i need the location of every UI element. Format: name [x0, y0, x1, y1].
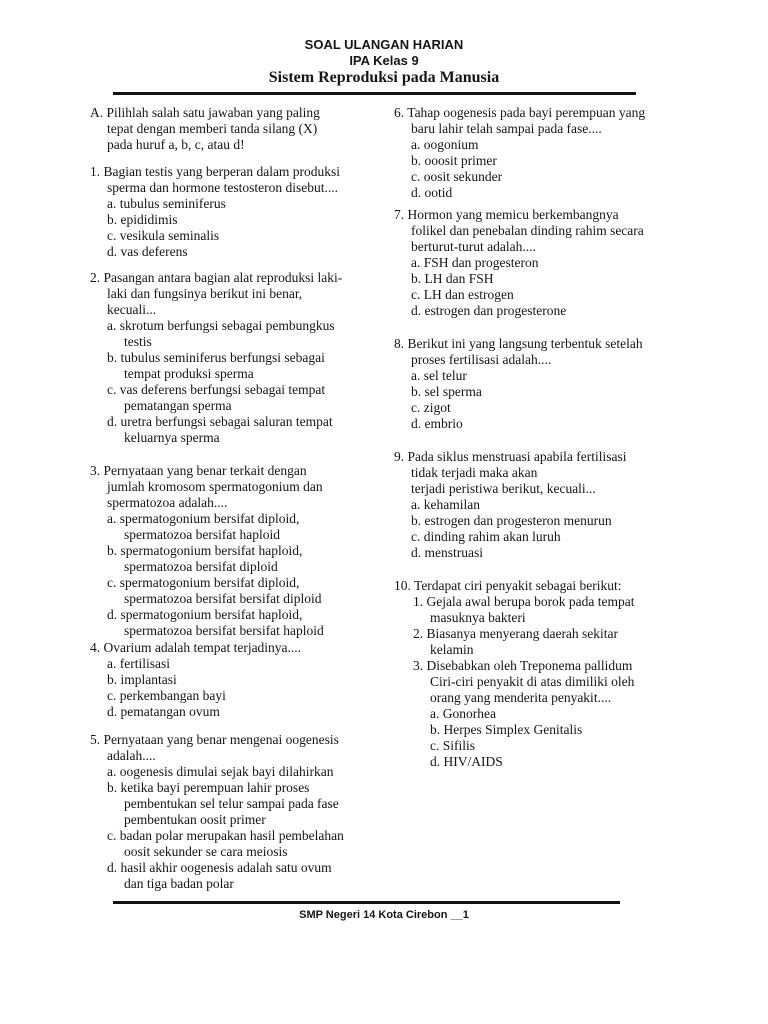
- option-letter: b.: [107, 672, 118, 687]
- question-text: proses fertilisasi adalah....: [411, 352, 552, 367]
- option-letter: b.: [430, 722, 441, 737]
- option-letter: d.: [411, 416, 422, 431]
- option-letter: d.: [107, 607, 118, 622]
- feature-text: Biasanya menyerang daerah sekitar: [426, 626, 619, 641]
- option-letter: c.: [107, 828, 117, 843]
- option-text: estrogen dan progesterone: [424, 303, 567, 318]
- option-text-continued: testis: [124, 334, 152, 349]
- option-text: implantasi: [120, 672, 177, 687]
- option: [394, 754, 635, 770]
- question-6: [394, 105, 645, 201]
- option-letter: d.: [107, 244, 118, 259]
- footer: [0, 908, 768, 922]
- instruction: [90, 105, 320, 153]
- option-letter: a.: [107, 196, 117, 211]
- option-text: Herpes Simplex Genitalis: [443, 722, 583, 737]
- question-number: 8.: [394, 336, 405, 351]
- question-text: sperma dan hormone testosteron disebut....: [107, 180, 338, 195]
- question-text: Hormon yang memicu berkembangnya: [407, 207, 619, 222]
- option-letter: b.: [411, 384, 422, 399]
- question-stem: [90, 463, 324, 479]
- question-stem: [394, 578, 635, 594]
- option-text: menstruasi: [424, 545, 483, 560]
- option: [90, 196, 340, 212]
- question-text: orang yang menderita penyakit....: [430, 690, 612, 705]
- option: [90, 704, 301, 720]
- header-divider: [113, 92, 636, 95]
- question-text: jumlah kromosom spermatogonium dan: [107, 479, 323, 494]
- feature-item: [394, 658, 635, 674]
- option-text: pematangan ovum: [120, 704, 220, 719]
- option: [394, 545, 626, 561]
- option-text-continued: tempat produksi sperma: [124, 366, 254, 381]
- option-text: Sifilis: [442, 738, 476, 753]
- option: [394, 513, 626, 529]
- question-text: adalah....: [107, 748, 156, 763]
- question-text: Ciri-ciri penyakit di atas dimiliki oleh: [430, 674, 635, 689]
- option-letter: d.: [107, 860, 118, 875]
- option-text-continued: pematangan sperma: [124, 398, 232, 413]
- option-text: FSH dan progesteron: [423, 255, 539, 270]
- option-text: skrotum berfungsi sebagai pembungkus: [119, 318, 335, 333]
- question-number: 6.: [394, 105, 405, 120]
- option-text-continued: keluarnya sperma: [124, 430, 220, 445]
- option-letter: a.: [107, 656, 117, 671]
- option: [90, 672, 301, 688]
- option-text-continued: spermatozoa bersifat diploid: [124, 559, 278, 574]
- option: [90, 414, 342, 430]
- option: [90, 656, 301, 672]
- option: [90, 228, 340, 244]
- option-letter: b.: [107, 350, 118, 365]
- question-text: baru lahir telah sampai pada fase....: [411, 121, 602, 136]
- option-letter: a.: [411, 137, 421, 152]
- option-text: zigot: [423, 400, 451, 415]
- option-text: LH dan estrogen: [423, 287, 514, 302]
- option-text: oosit sekunder: [423, 169, 503, 184]
- option: [90, 764, 344, 780]
- option-letter: b.: [107, 780, 118, 795]
- option-letter: a.: [411, 255, 421, 270]
- option: [394, 529, 626, 545]
- feature-text-continued: masuknya bakteri: [430, 610, 526, 625]
- instruction-text: pada huruf a, b, c, atau d!: [107, 137, 245, 152]
- option: [90, 543, 324, 559]
- option: [394, 255, 644, 271]
- question-2: [90, 270, 342, 446]
- option-letter: c.: [430, 738, 440, 753]
- option: [394, 368, 643, 384]
- option-text: uretra berfungsi sebagai saluran tempat: [120, 414, 333, 429]
- feature-text-continued: kelamin: [430, 642, 474, 657]
- option-text-continued: pembentukan oosit primer: [124, 812, 266, 827]
- option-text: ooosit primer: [424, 153, 497, 168]
- option-letter: d.: [107, 414, 118, 429]
- question-1: [90, 164, 340, 260]
- option-text-continued: pembentukan sel telur sampai pada fase: [124, 796, 339, 811]
- option: [394, 416, 643, 432]
- option-text: sel telur: [423, 368, 467, 383]
- instruction-text: tepat dengan memberi tanda silang (X): [107, 121, 318, 136]
- question-stem: [394, 207, 644, 223]
- option: [394, 153, 645, 169]
- option-text-continued: spermatozoa bersifat bersifat haploid: [124, 623, 324, 638]
- option-text: perkembangan bayi: [119, 688, 226, 703]
- option-letter: b.: [411, 153, 422, 168]
- option-text: oogenesis dimulai sejak bayi dilahirkan: [119, 764, 334, 779]
- option-letter: a.: [107, 764, 117, 779]
- option: [394, 287, 644, 303]
- option: [90, 511, 324, 527]
- question-text: kecuali...: [107, 302, 157, 317]
- option-letter: c.: [411, 400, 421, 415]
- question-9: [394, 449, 626, 561]
- option: [90, 828, 344, 844]
- question-5: [90, 732, 344, 892]
- option: [394, 185, 645, 201]
- question-text: Bagian testis yang berperan dalam produksi: [103, 164, 341, 179]
- option: [90, 382, 342, 398]
- feature-number: 3.: [413, 658, 424, 673]
- feature-item: [394, 626, 635, 642]
- option: [90, 350, 342, 366]
- question-number: 2.: [90, 270, 101, 285]
- option: [394, 303, 644, 319]
- option-text-continued: spermatozoa bersifat haploid: [124, 527, 280, 542]
- option: [394, 497, 626, 513]
- option-text: kehamilan: [423, 497, 480, 512]
- question-8: [394, 336, 643, 432]
- option-text: sel sperma: [424, 384, 482, 399]
- option-letter: a.: [430, 706, 440, 721]
- footer-school: SMP Negeri 14 Kota Cirebon: [299, 909, 448, 921]
- feature-number: 1.: [413, 594, 424, 609]
- option: [90, 780, 344, 796]
- option-text: ootid: [424, 185, 453, 200]
- option-letter: a.: [107, 511, 117, 526]
- option: [394, 137, 645, 153]
- option-text: vas deferens: [120, 244, 188, 259]
- instruction-label: A.: [90, 105, 104, 120]
- option-letter: b.: [107, 543, 118, 558]
- option-letter: d.: [430, 754, 441, 769]
- question-text: Berikut ini yang langsung terbentuk setelah: [407, 336, 643, 351]
- question-text: Pernyataan yang benar mengenai oogenesis: [103, 732, 339, 747]
- question-text: laki dan fungsinya berikut ini benar,: [107, 286, 303, 301]
- option-text: oogonium: [423, 137, 479, 152]
- option-text: LH dan FSH: [424, 271, 494, 286]
- option: [90, 244, 340, 260]
- option-letter: d.: [411, 303, 422, 318]
- option: [394, 384, 643, 400]
- option: [394, 271, 644, 287]
- option-letter: a.: [411, 497, 421, 512]
- option: [90, 607, 324, 623]
- exam-subject: IPA Kelas 9: [349, 53, 419, 68]
- option-text: tubulus seminiferus: [119, 196, 226, 211]
- question-text: Terdapat ciri penyakit sebagai berikut:: [414, 578, 622, 593]
- option-letter: d.: [411, 185, 422, 200]
- question-number: 4.: [90, 640, 101, 655]
- option: [394, 169, 645, 185]
- question-text: Pernyataan yang benar terkait dengan: [103, 463, 307, 478]
- question-number: 3.: [90, 463, 101, 478]
- question-number: 5.: [90, 732, 101, 747]
- question-text: Ovarium adalah tempat terjadinya....: [103, 640, 302, 655]
- option-text: spermatogonium bersifat diploid,: [119, 511, 300, 526]
- exam-topic: Sistem Reproduksi pada Manusia: [268, 69, 500, 86]
- feature-text: Disebabkan oleh Treponema pallidum: [426, 658, 633, 673]
- option: [394, 706, 635, 722]
- option-text: vesikula seminalis: [119, 228, 220, 243]
- question-7: [394, 207, 644, 319]
- question-text: folikel dan penebalan dinding rahim secara: [411, 223, 644, 238]
- option-text: spermatogonium bersifat haploid,: [120, 607, 303, 622]
- option-letter: a.: [411, 368, 421, 383]
- feature-item: [394, 594, 635, 610]
- option: [90, 575, 324, 591]
- question-text: tidak terjadi maka akan: [411, 465, 538, 480]
- exam-title: SOAL ULANGAN HARIAN: [304, 37, 464, 52]
- option-text: epididimis: [120, 212, 178, 227]
- question-stem: [90, 270, 342, 286]
- option-letter: d.: [411, 545, 422, 560]
- question-stem: [394, 449, 626, 465]
- option-letter: c.: [411, 287, 421, 302]
- instruction-text: Pilihlah salah satu jawaban yang paling: [106, 105, 320, 120]
- option-letter: c.: [107, 688, 117, 703]
- option: [394, 722, 635, 738]
- question-text: spermatozoa adalah....: [107, 495, 228, 510]
- option-text: spermatogonium bersifat haploid,: [120, 543, 303, 558]
- question-stem: [90, 732, 344, 748]
- option-letter: c.: [411, 529, 421, 544]
- option: [90, 860, 344, 876]
- option-text-continued: dan tiga badan polar: [124, 876, 234, 891]
- question-stem: [90, 164, 340, 180]
- feature-text: Gejala awal berupa borok pada tempat: [426, 594, 635, 609]
- option: [394, 738, 635, 754]
- option-text-continued: oosit sekunder se cara meiosis: [124, 844, 288, 859]
- question-10: [394, 578, 635, 770]
- option-text: badan polar merupakan hasil pembelahan: [119, 828, 344, 843]
- instruction-line: [90, 105, 320, 121]
- question-3: [90, 463, 324, 639]
- option-text-continued: spermatozoa bersifat bersifat diploid: [124, 591, 322, 606]
- page-number: __1: [450, 909, 469, 921]
- option-letter: c.: [107, 228, 117, 243]
- option-letter: d.: [107, 704, 118, 719]
- question-number: 10.: [394, 578, 411, 593]
- option-letter: c.: [107, 575, 117, 590]
- question-number: 7.: [394, 207, 405, 222]
- option-text: estrogen dan progesteron menurun: [424, 513, 612, 528]
- option-letter: c.: [411, 169, 421, 184]
- footer-divider: [113, 901, 620, 904]
- question-text: terjadi peristiwa berikut, kecuali...: [411, 481, 596, 496]
- option-letter: a.: [107, 318, 117, 333]
- question-number: 9.: [394, 449, 405, 464]
- option: [90, 212, 340, 228]
- question-number: 1.: [90, 164, 101, 179]
- option-text: HIV/AIDS: [443, 754, 503, 769]
- option-text: embrio: [424, 416, 463, 431]
- option-text: tubulus seminiferus berfungsi sebagai: [120, 350, 325, 365]
- option-text: spermatogonium bersifat diploid,: [119, 575, 300, 590]
- option-text: vas deferens berfungsi sebagai tempat: [119, 382, 326, 397]
- option-letter: b.: [411, 513, 422, 528]
- option-text: Gonorhea: [442, 706, 496, 721]
- question-text: Pasangan antara bagian alat reproduksi laki-: [103, 270, 343, 285]
- option: [90, 688, 301, 704]
- question-stem: [90, 640, 301, 656]
- option-letter: c.: [107, 382, 117, 397]
- option: [394, 400, 643, 416]
- question-text: berturut-turut adalah....: [411, 239, 536, 254]
- question-stem: [394, 336, 643, 352]
- question-4: [90, 640, 301, 720]
- option-text: ketika bayi perempuan lahir proses: [120, 780, 310, 795]
- question-text: Pada siklus menstruasi apabila fertilisasi: [407, 449, 627, 464]
- option-text: dinding rahim akan luruh: [423, 529, 561, 544]
- option-letter: b.: [411, 271, 422, 286]
- question-text: Tahap oogenesis pada bayi perempuan yang: [407, 105, 646, 120]
- question-stem: [394, 105, 645, 121]
- option: [90, 318, 342, 334]
- feature-number: 2.: [413, 626, 424, 641]
- option-text: fertilisasi: [119, 656, 170, 671]
- option-text: hasil akhir oogenesis adalah satu ovum: [120, 860, 332, 875]
- option-letter: b.: [107, 212, 118, 227]
